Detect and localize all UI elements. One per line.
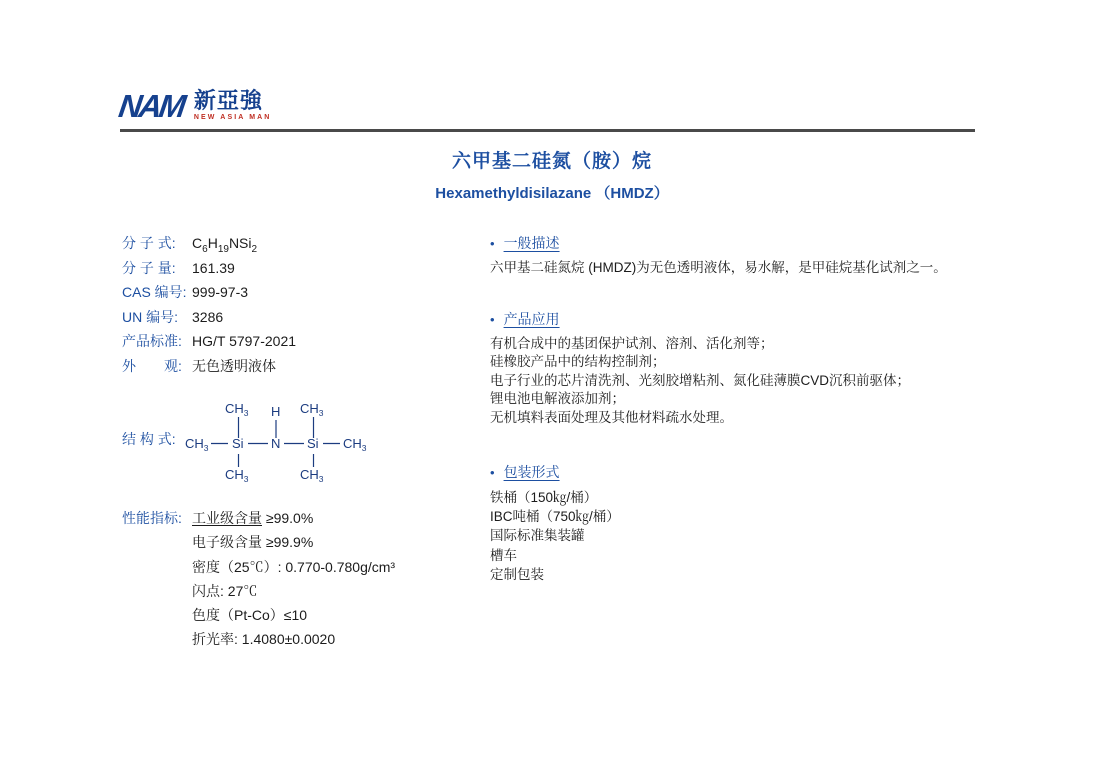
logo-name-block <box>194 90 272 121</box>
bullet-icon: • <box>490 464 495 480</box>
property-label: CAS 编号: <box>122 284 187 301</box>
atom-label: $CH_3$ <box>300 467 324 484</box>
property-label: UN 编号: <box>122 308 178 325</box>
atom-label: N <box>271 436 281 451</box>
section-product-applications <box>490 309 910 427</box>
structural-formula-diagram <box>183 398 373 484</box>
section-heading: 产品应用 <box>503 311 560 327</box>
atom-label: H <box>271 404 281 419</box>
section-heading: 包装形式 <box>503 464 560 480</box>
body-line: 锂电池电解液添加剂； <box>490 391 625 407</box>
body-line: 铁桶（150㎏/桶） <box>490 490 598 505</box>
atom-label: Si <box>232 436 244 451</box>
section-heading-row <box>490 462 620 482</box>
structure-label: 结 构 式: <box>122 431 176 447</box>
property-row-cas-number <box>122 280 296 305</box>
body-line: 硅橡胶产品中的结构控制剂； <box>490 354 666 370</box>
spec-item: 折光率: 1.4080±0.0020 <box>192 631 336 648</box>
spec-item: 工业级含量 ≥99.0% <box>192 510 314 526</box>
company-logo <box>116 87 272 124</box>
bullet-icon: • <box>490 235 495 251</box>
section-general-description <box>490 233 947 277</box>
atom-label: Si <box>307 436 319 451</box>
property-value: 无色透明液体 <box>192 357 276 374</box>
section-heading-row <box>490 233 947 253</box>
property-value: 999-97-3 <box>192 284 249 301</box>
section-packaging <box>490 462 620 584</box>
section-body <box>490 259 947 277</box>
property-label: 外 观: <box>122 357 182 374</box>
body-line: IBC吨桶（750㎏/桶） <box>490 509 620 525</box>
body-line: 槽车 <box>490 547 517 563</box>
bullet-icon: • <box>490 311 495 327</box>
property-value: HG/T 5797-2021 <box>192 333 297 350</box>
section-heading-row <box>490 309 910 329</box>
property-value: $C_6H_{19}NSi_2$ <box>192 235 258 255</box>
spec-item: 密度（25℃）: 0.770-0.780g/cm³ <box>192 558 396 575</box>
property-label: 分 子 式: <box>122 235 176 251</box>
spec-list <box>192 506 395 652</box>
property-row-molecular-formula <box>122 231 296 256</box>
property-row-molecular-weight <box>122 256 296 281</box>
body-line: 定制包装 <box>490 566 544 582</box>
header-divider <box>120 129 975 132</box>
body-line: 无机填料表面处理及其他材料疏水处理。 <box>490 409 733 425</box>
atom-label: $CH_3$ <box>225 467 249 484</box>
spec-item: 闪点: 27℃ <box>192 582 258 599</box>
basic-properties-list <box>122 231 296 379</box>
body-line: 国际标准集装罐 <box>490 528 585 544</box>
property-row-product-standard <box>122 329 296 354</box>
property-value: 3286 <box>192 308 224 325</box>
atom-label: $CH_3$ <box>185 436 209 453</box>
logo-nam-text: NAM <box>116 87 186 124</box>
section-heading: 一般描述 <box>503 235 560 251</box>
atom-label: $CH_3$ <box>225 401 249 418</box>
logo-english-text: NEW ASIA MAN <box>193 114 272 121</box>
spec-item: 色度（Pt-Co）≤10 <box>192 607 308 624</box>
property-row-appearance <box>122 354 296 379</box>
logo-chinese-text: 新亞強 <box>193 88 263 113</box>
page-title: 六甲基二硅氮（胺）烷 <box>451 151 652 172</box>
atom-label: $CH_3$ <box>343 436 367 453</box>
body-line: 有机合成中的基团保护试剂、溶剂、活化剂等； <box>490 336 774 351</box>
spec-item: 电子级含量 ≥99.9% <box>192 534 314 551</box>
body-line: 六甲基二硅氮烷 (HMDZ)为无色透明液体，易水解，是甲硅烷基化试剂之一。 <box>490 260 947 275</box>
section-body <box>490 488 620 584</box>
section-body <box>490 335 910 427</box>
atom-label: $CH_3$ <box>300 401 324 418</box>
property-row-un-number <box>122 305 296 330</box>
body-line: 电子行业的芯片清洗剂、光刻胶增粘剂、氮化硅薄膜CVD沉积前驱体； <box>490 372 911 388</box>
page-subtitle: Hexamethyldisilazane （HMDZ） <box>435 185 669 202</box>
property-label: 分 子 量: <box>122 259 176 276</box>
property-value: 161.39 <box>192 259 235 276</box>
specs-label: 性能指标: <box>122 510 182 526</box>
property-label: 产品标准: <box>122 333 182 350</box>
performance-specs <box>122 506 395 652</box>
title-block <box>0 146 1104 203</box>
